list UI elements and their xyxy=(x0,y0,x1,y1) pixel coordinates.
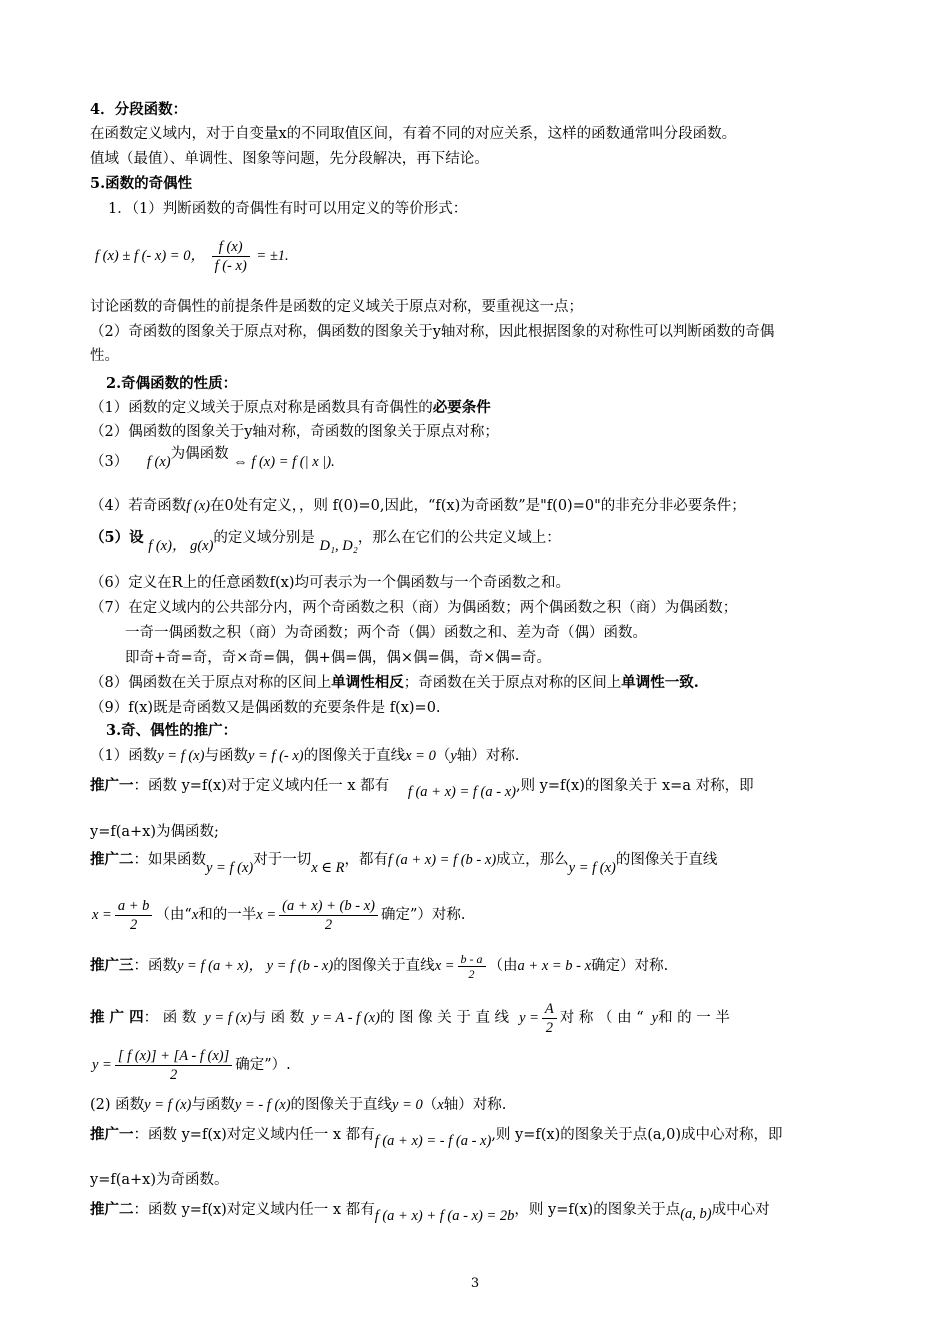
text-line: 值域（最值）、单调性、图象等问题，先分段解决，再下结论。 xyxy=(90,151,489,167)
fraction xyxy=(542,1000,557,1037)
fraction-numerator: a + b xyxy=(115,897,153,916)
text-line xyxy=(90,746,519,766)
fraction-denominator: 2 xyxy=(468,966,475,981)
text-line: 一奇一偶函数之积（商）为奇函数；两个奇（偶）函数之和、差为奇（偶）函数。 xyxy=(125,625,647,641)
text-part: （1）函数 xyxy=(90,748,158,764)
formula-part: ⇔ f (x) = f (| x |). xyxy=(233,454,335,470)
formula-part: = ±1. xyxy=(256,248,289,264)
text-part: 对于一切 xyxy=(253,852,312,868)
text-part: ,则 y=f(x)的图象关于 x=a 对称，即 xyxy=(515,778,754,794)
formula-part: x xyxy=(191,907,199,923)
text-part: 轴）对称. xyxy=(443,1097,507,1113)
text-line: （7）在定义域内的公共部分内，两个奇函数之积（商）为偶函数；两个偶函数之积（商）为偶函数； xyxy=(90,600,738,616)
text-bold: 推广二 xyxy=(90,1201,134,1218)
formula-part: y = 0 xyxy=(392,1097,423,1113)
text-bold: 推广三 xyxy=(90,957,134,974)
text-part: 确定）对称. xyxy=(591,958,669,974)
text-part: 与 函 数 xyxy=(251,1010,305,1026)
text-part: （5）设 xyxy=(90,529,144,546)
text-part: 为偶函数 xyxy=(170,446,229,462)
fraction xyxy=(279,897,378,934)
formula-part: y = xyxy=(92,1057,112,1073)
formula-part: (a, b) xyxy=(680,1206,712,1222)
formula-part: y = f (x) xyxy=(157,748,205,764)
text-line xyxy=(90,1125,783,1149)
text-part: 的图像关于直线 xyxy=(303,748,406,764)
text-line xyxy=(90,496,746,516)
text-line xyxy=(90,398,491,418)
text-part: 和的一半 xyxy=(198,907,257,923)
text-part: ，则 y=f(x)的图象关于点 xyxy=(514,1202,681,1218)
formula-part: x xyxy=(437,1097,444,1113)
text-part: （3） xyxy=(90,454,129,470)
formula-part: x = xyxy=(256,907,277,923)
formula-part: x ∈ R xyxy=(311,860,345,876)
text-part: 的定义域分别是 xyxy=(213,530,315,546)
text-line: y=f(a+x)为奇函数。 xyxy=(90,1172,229,1188)
formula-part: x = 0 xyxy=(405,748,436,764)
text-line: （6）定义在R上的任意函数f(x)均可表示为一个偶函数与一个奇函数之和。 xyxy=(90,575,570,591)
text-part: 的图像关于直线 xyxy=(290,1097,393,1113)
formula-part: x = xyxy=(434,958,455,974)
text-part: ：函数 y=f(x)对定义域内任一 x 都有 xyxy=(133,1127,375,1143)
fraction-denominator: f (- x) xyxy=(214,258,247,275)
text-line: 在函数定义域内，对于自变量x的不同取值区间，有着不同的对应关系，这样的函数通常叫分段函数。 xyxy=(90,126,737,142)
formula-part: y = xyxy=(519,1010,539,1026)
text-bold: 推广二 xyxy=(90,851,134,868)
text-line xyxy=(90,998,730,1038)
text-part: 与函数 xyxy=(191,1097,235,1113)
heading-generalization: 3.奇、偶性的推广： xyxy=(106,722,238,739)
text-line xyxy=(90,673,699,693)
text-part: （1）函数的定义域关于原点对称是函数具有奇偶性的 xyxy=(90,400,433,416)
text-line: 讨论函数的奇偶性的前提条件是函数的定义域关于原点对称，要重视这一点； xyxy=(90,299,583,315)
fraction-numerator: (a + x) + (b - x) xyxy=(279,897,378,916)
text-part: 确定”）对称. xyxy=(380,907,466,923)
text-bold: 单调性一致. xyxy=(621,674,699,691)
heading-properties: 2.奇偶函数的性质： xyxy=(106,375,238,392)
formula-equivalent-forms xyxy=(95,236,289,276)
text-part: 的 图 像 关 于 直 线 xyxy=(379,1010,510,1026)
fraction-numerator: b - a xyxy=(458,952,486,967)
fraction-denominator: 2 xyxy=(130,916,138,933)
text-part: 成中心对 xyxy=(711,1202,770,1218)
formula-part: y = f (x) xyxy=(144,1097,192,1113)
text-part: (2) 函数 xyxy=(90,1097,145,1113)
text-part: 和 的 一 半 xyxy=(658,1010,730,1026)
text-line: （2）偶函数的图象关于y轴对称，奇函数的图象关于原点对称； xyxy=(90,424,499,440)
formula-part: f (x) xyxy=(186,498,210,514)
text-part: （4）若奇函数 xyxy=(90,498,187,514)
text-line: 1．（1）判断函数的奇偶性有时可以用定义的等价形式： xyxy=(108,201,468,217)
formula-part: f (a + x) + f (a - x) = 2b xyxy=(374,1208,515,1224)
formula-part: f (a + x) = - f (a - x) xyxy=(374,1133,492,1149)
fraction-denominator: 2 xyxy=(545,1019,553,1036)
text-part: ：函数 xyxy=(133,958,177,974)
text-part: ；奇函数在关于原点对称的区间上 xyxy=(403,675,622,691)
fraction xyxy=(115,1047,232,1084)
text-part: （由“ xyxy=(155,907,192,923)
text-bold: 单调性相反 xyxy=(331,674,404,691)
text-part: ，都有 xyxy=(344,852,388,868)
text-part: ：如果函数 xyxy=(133,852,206,868)
text-line: （9）f(x)既是奇函数又是偶函数的充要条件是 f(x)=0. xyxy=(90,700,441,716)
text-part: （8）偶函数在关于原点对称的区间上 xyxy=(90,675,332,691)
text-part: ： 函 数 xyxy=(143,1010,197,1026)
text-bold: 推 广 四 xyxy=(90,1009,144,1026)
formula-part: D₁, D₂ xyxy=(319,538,358,554)
text-part: ：函数 y=f(x)对于定义域内任一 x 都有 xyxy=(133,778,390,794)
text-line xyxy=(90,446,335,472)
formula-part: y xyxy=(651,1010,659,1026)
heading-parity: 5.函数的奇偶性 xyxy=(90,175,193,192)
fraction xyxy=(115,897,153,934)
text-line xyxy=(90,1200,770,1224)
text-part: 对 称 （ 由 “ xyxy=(559,1010,644,1026)
formula-part: y = f (a + x)， y = f (b - x) xyxy=(177,958,334,974)
formula-part: x = xyxy=(92,907,112,923)
text-bold: 推广一 xyxy=(90,1126,134,1143)
text-part: 在0处有定义，，则 f(0)=0,因此，“f(x)为奇函数”是"f(0)=0"的非充分非必要条件； xyxy=(209,498,746,514)
formula-part: y = f (- x) xyxy=(247,748,304,764)
formula-part: f (x) ± f (- x) = 0， xyxy=(95,248,205,264)
text-part: ，那么在它们的公共定义域上： xyxy=(357,530,561,546)
formula-part: y = f (x) xyxy=(206,860,254,876)
text-line xyxy=(90,528,561,554)
formula-part: y = f (x) xyxy=(204,1010,252,1026)
text-bold: 推广一 xyxy=(90,777,134,794)
text-part: （ xyxy=(435,748,451,764)
text-line xyxy=(90,850,718,876)
fraction-denominator: 2 xyxy=(324,916,333,933)
formula-line xyxy=(92,895,466,935)
text-line: （2）奇函数的图象关于原点对称，偶函数的图象关于y轴对称，因此根据图象的对称性可以判断函数的奇偶 xyxy=(90,324,775,340)
text-line: y=f(a+x)为偶函数; xyxy=(90,824,219,840)
formula-part: f (x)， g(x) xyxy=(148,538,214,554)
formula-part: f (a + x) = f (b - x) xyxy=(388,852,497,868)
page-number: 3 xyxy=(470,1276,480,1291)
fraction xyxy=(458,952,486,981)
text-part: 成立，那么 xyxy=(496,852,569,868)
text-bold: 必要条件 xyxy=(432,399,491,416)
text-part: 确定”）. xyxy=(235,1057,291,1073)
formula-part: f (a + x) = f (a - x) xyxy=(407,784,516,800)
fraction-denominator: 2 xyxy=(169,1066,178,1083)
text-line xyxy=(90,776,754,800)
fraction-numerator: [ f (x)] + [A - f (x)] xyxy=(115,1047,232,1066)
text-line: 即奇+奇=奇，奇×奇=偶，偶+偶=偶，偶×偶=偶，奇×偶=奇。 xyxy=(125,650,551,666)
text-part: 的图像关于直线 xyxy=(615,852,718,868)
formula-part: f (x) xyxy=(146,454,171,470)
text-part: 与函数 xyxy=(204,748,248,764)
text-part: 轴）对称. xyxy=(456,748,520,764)
text-line xyxy=(90,950,668,982)
text-part: （由 xyxy=(488,958,518,974)
text-part: ：函数 y=f(x)对定义域内任一 x 都有 xyxy=(133,1202,375,1218)
fraction-numerator: f (x) xyxy=(212,238,250,257)
text-line: 性。 xyxy=(90,348,119,364)
text-part: 的图像关于直线 xyxy=(333,958,435,974)
formula-part: y = f (x) xyxy=(568,860,616,876)
formula-part: y xyxy=(450,748,457,764)
text-part: ,则 y=f(x)的图象关于点(a,0)成中心对称，即 xyxy=(491,1127,783,1143)
formula-line xyxy=(92,1045,291,1085)
formula-part: y = - f (x) xyxy=(234,1097,291,1113)
formula-part: y = A - f (x) xyxy=(312,1010,380,1026)
fraction-numerator: A xyxy=(542,1000,557,1019)
formula-part: a + x = b - x xyxy=(517,958,592,974)
text-part: （ xyxy=(422,1097,438,1113)
text-line xyxy=(90,1095,506,1115)
fraction xyxy=(212,238,250,275)
heading-piecewise: 4．分段函数： xyxy=(90,101,188,118)
